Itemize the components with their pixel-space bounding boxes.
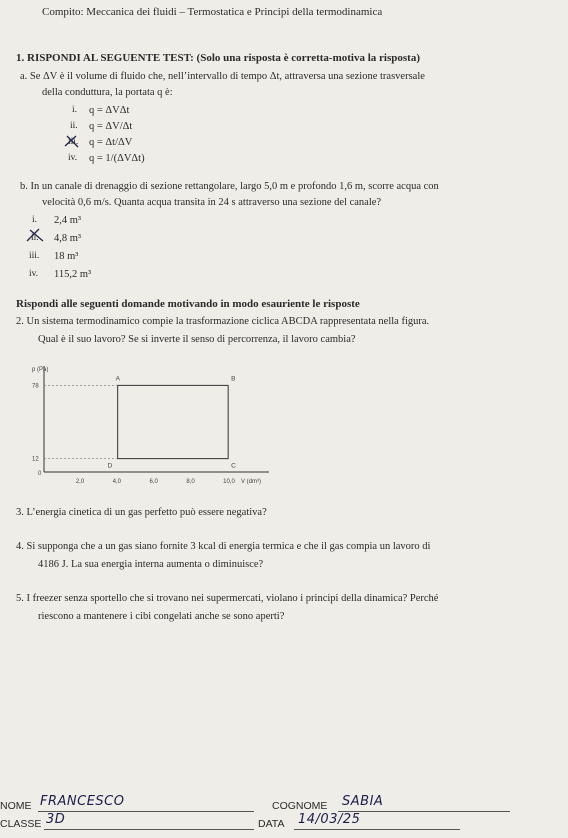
name-underline xyxy=(38,811,254,812)
option-b-text: 115,2 m³ xyxy=(54,269,92,280)
question-b-line1: b. In un canale di drenaggio di sezione rettangolare, largo 5,0 m e profondo 1,6 m, scorre acqua con xyxy=(20,181,439,192)
x-tick-label: 4,0 xyxy=(112,479,122,485)
class-value[interactable]: 3D xyxy=(46,812,66,827)
x-tick-label: 8,0 xyxy=(186,479,195,485)
question-2-line1: 2. Un sistema termodinamico compie la trasformazione ciclica ABCDA rappresentata nella figura. xyxy=(16,316,430,327)
option-a-text: q = Δt/ΔV xyxy=(89,137,133,148)
option-b-num: iii. xyxy=(29,251,40,261)
option-a-num: iv. xyxy=(68,153,78,163)
x-tick-label: 10,0 xyxy=(223,479,235,485)
page-title: Compito: Meccanica dei fluidi – Termostatica e Principi della termodinamica xyxy=(42,6,383,18)
date-label: DATA xyxy=(258,818,285,830)
option-a-num: iii. xyxy=(68,137,79,147)
name-label: NOME xyxy=(0,800,32,812)
question-b-line2: velocità 0,6 m/s. Quanta acqua transita in 24 s attraverso una sezione del canale? xyxy=(42,197,382,208)
option-b-num: ii. xyxy=(31,233,39,243)
class-label: CLASSE xyxy=(0,818,42,830)
point-label: C xyxy=(231,462,236,470)
question-3: 3. L’energia cinetica di un gas perfetto può essere negativa? xyxy=(16,507,267,518)
surname-label: COGNOME xyxy=(272,800,328,812)
option-b-text: 18 m³ xyxy=(54,251,79,262)
option-a-text: q = ΔVΔt xyxy=(89,105,130,116)
option-b-num: iv. xyxy=(29,269,39,279)
pv-diagram xyxy=(30,360,280,492)
option-b-text: 2,4 m³ xyxy=(54,215,82,226)
question-4-line2: 4186 J. La sua energia interna aumenta o diminuisce? xyxy=(38,559,264,570)
handwritten-answer-mark-b xyxy=(24,226,48,246)
question-5-line2: riescono a mantenere i cibi congelati anche se sono aperti? xyxy=(38,611,285,622)
question-a-line1: a. Se ΔV è il volume di fluido che, nell’intervallo di tempo Δt, attraversa una sezione trasversale xyxy=(20,71,425,82)
x-axis-label: V (dm³) xyxy=(241,479,261,485)
name-value[interactable]: FRANCESCO xyxy=(40,794,125,809)
surname-underline xyxy=(338,811,510,812)
option-a-num: ii. xyxy=(70,121,78,131)
question-4-line1: 4. Si supponga che a un gas siano fornite 3 kcal di energia termica e che il gas compia un lavoro di xyxy=(16,541,431,552)
option-a-num: i. xyxy=(72,105,78,115)
option-b-num: i. xyxy=(32,215,38,225)
y-tick-label: 78 xyxy=(32,383,39,390)
option-b-text: 4,8 m³ xyxy=(54,233,82,244)
section2-heading: Rispondi alle seguenti domande motivando in modo esauriente le risposte xyxy=(16,298,360,310)
surname-value[interactable]: SABIA xyxy=(342,794,384,809)
class-underline xyxy=(44,829,254,830)
y-tick-label: 12 xyxy=(32,456,39,463)
y-axis-label: p (Pa) xyxy=(32,367,49,373)
y-tick-label: 0 xyxy=(38,471,42,477)
point-label: B xyxy=(231,375,236,383)
section1-heading: 1. RISPONDI AL SEGUENTE TEST: (Solo una risposta è corretta-motiva la risposta) xyxy=(16,52,420,64)
date-underline xyxy=(294,829,460,830)
question-5-line1: 5. I freezer senza sportello che si trovano nei supermercati, violano i principi della dinamica? Perché xyxy=(16,593,439,604)
cycle-abcda xyxy=(118,385,229,458)
x-tick-label: 2,0 xyxy=(75,479,85,485)
question-2-line2: Qual è il suo lavoro? Se si inverte il senso di percorrenza, il lavoro cambia? xyxy=(38,334,356,345)
option-a-text: q = ΔV/Δt xyxy=(89,121,133,132)
point-label: A xyxy=(115,375,121,383)
option-a-text: q = 1/(ΔVΔt) xyxy=(89,153,145,164)
handwritten-answer-mark-a xyxy=(62,132,84,152)
question-a-line2: della conduttura, la portata q è: xyxy=(42,87,173,98)
point-label: D xyxy=(107,462,113,470)
x-tick-label: 6,0 xyxy=(149,479,158,485)
date-value[interactable]: 14/03/25 xyxy=(298,812,361,827)
